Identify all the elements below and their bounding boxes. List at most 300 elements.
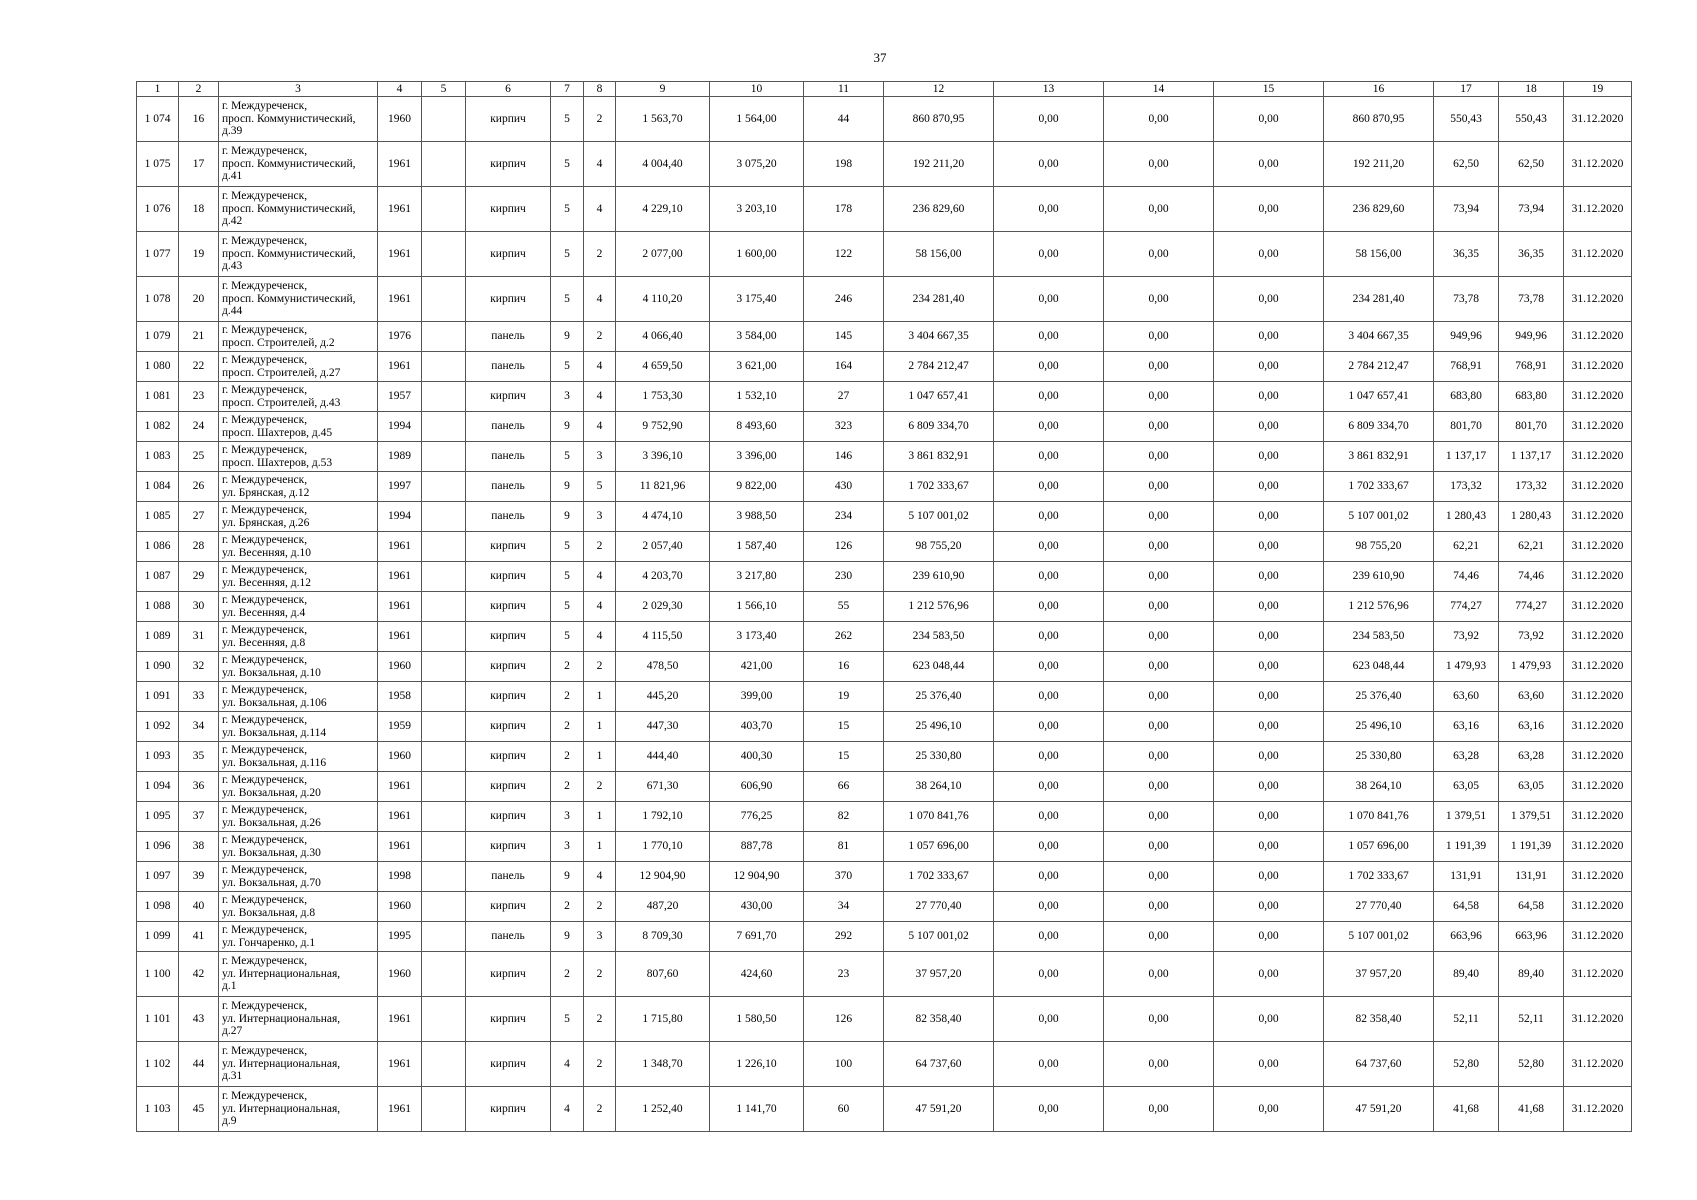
cell-col-18: 41,68 [1499,1087,1564,1132]
cell-col-10: 12 904,90 [710,862,804,892]
cell-col-6: кирпич [466,1087,551,1132]
cell-col-13: 0,00 [994,502,1104,532]
cell-col-17: 52,11 [1434,997,1499,1042]
address-line: ул. Вокзальная, д.30 [222,846,321,859]
cell-col-15: 0,00 [1214,352,1324,382]
cell-col-14: 0,00 [1104,1087,1214,1132]
cell-col-11: 178 [804,187,884,232]
cell-col-2: 36 [179,772,219,802]
cell-col-5 [422,442,466,472]
address-line: просп. Шахтеров, д.45 [222,426,333,439]
housing-register-table [136,81,1632,1132]
column-header-8: 8 [584,82,616,97]
cell-col-19: 31.12.2020 [1564,1042,1632,1087]
table-row [137,652,1632,682]
cell-col-7: 2 [551,952,584,997]
page-number: 37 [873,50,887,65]
cell-col-7: 5 [551,187,584,232]
cell-col-17: 41,68 [1434,1087,1499,1132]
address-line: д.41 [222,170,243,183]
cell-col-9: 4 004,40 [616,142,710,187]
cell-col-15: 0,00 [1214,232,1324,277]
cell-col-5 [422,922,466,952]
cell-col-16: 236 829,60 [1324,187,1434,232]
table-row [137,562,1632,592]
cell-col-11: 15 [804,712,884,742]
cell-col-10: 3 988,50 [710,502,804,532]
cell-col-19: 31.12.2020 [1564,97,1632,142]
column-header-4: 4 [378,82,422,97]
cell-col-1: 1 090 [137,652,179,682]
cell-col-7: 2 [551,682,584,712]
cell-col-8: 1 [584,682,616,712]
cell-col-19: 31.12.2020 [1564,502,1632,532]
cell-col-11: 198 [804,142,884,187]
address-line: д.43 [222,260,243,273]
cell-col-11: 430 [804,472,884,502]
cell-col-10: 3 075,20 [710,142,804,187]
cell-col-14: 0,00 [1104,382,1214,412]
cell-col-2: 43 [179,997,219,1042]
cell-col-15: 0,00 [1214,97,1324,142]
table-row [137,442,1632,472]
address-line: г. Междуреченск, [222,894,308,906]
cell-col-6: кирпич [466,532,551,562]
column-header-15: 15 [1214,82,1324,97]
address-cell [219,532,378,562]
table-row [137,277,1632,322]
table-row [137,682,1632,712]
cell-col-1: 1 103 [137,1087,179,1132]
cell-col-15: 0,00 [1214,682,1324,712]
cell-col-13: 0,00 [994,892,1104,922]
cell-col-9: 1 770,10 [616,832,710,862]
cell-col-6: кирпич [466,802,551,832]
address-line: г. Междуреченск, [222,1090,308,1103]
cell-col-10: 1 566,10 [710,592,804,622]
cell-col-1: 1 078 [137,277,179,322]
address-line: ул. Весенняя, д.10 [222,546,312,559]
cell-col-10: 3 584,00 [710,322,804,352]
cell-col-14: 0,00 [1104,532,1214,562]
cell-col-5 [422,232,466,277]
cell-col-6: кирпич [466,892,551,922]
cell-col-15: 0,00 [1214,952,1324,997]
cell-col-4: 1961 [378,232,422,277]
cell-col-2: 22 [179,352,219,382]
cell-col-11: 23 [804,952,884,997]
cell-col-14: 0,00 [1104,652,1214,682]
cell-col-8: 3 [584,502,616,532]
cell-col-12: 1 702 333,67 [884,472,994,502]
cell-col-6: кирпич [466,652,551,682]
cell-col-1: 1 077 [137,232,179,277]
cell-col-19: 31.12.2020 [1564,322,1632,352]
cell-col-17: 1 191,39 [1434,832,1499,862]
address-line: г. Междуреченск, [222,444,308,456]
cell-col-14: 0,00 [1104,322,1214,352]
cell-col-16: 1 702 333,67 [1324,862,1434,892]
cell-col-17: 36,35 [1434,232,1499,277]
address-line: г. Междуреченск, [222,235,308,248]
cell-col-14: 0,00 [1104,997,1214,1042]
cell-col-13: 0,00 [994,742,1104,772]
column-header-5: 5 [422,82,466,97]
cell-col-7: 3 [551,832,584,862]
cell-col-11: 81 [804,832,884,862]
cell-col-4: 1958 [378,682,422,712]
cell-col-19: 31.12.2020 [1564,232,1632,277]
cell-col-8: 4 [584,592,616,622]
cell-col-14: 0,00 [1104,682,1214,712]
column-header-18: 18 [1499,82,1564,97]
cell-col-16: 3 861 832,91 [1324,442,1434,472]
address-line: ул. Вокзальная, д.26 [222,816,321,829]
cell-col-8: 1 [584,832,616,862]
cell-col-13: 0,00 [994,1087,1104,1132]
cell-col-19: 31.12.2020 [1564,862,1632,892]
table-row [137,532,1632,562]
cell-col-2: 18 [179,187,219,232]
cell-col-1: 1 100 [137,952,179,997]
cell-col-6: кирпич [466,832,551,862]
cell-col-15: 0,00 [1214,922,1324,952]
cell-col-19: 31.12.2020 [1564,472,1632,502]
cell-col-13: 0,00 [994,532,1104,562]
cell-col-16: 98 755,20 [1324,532,1434,562]
cell-col-1: 1 082 [137,412,179,442]
address-line: ул. Брянская, д.26 [222,516,310,529]
cell-col-1: 1 084 [137,472,179,502]
cell-col-17: 73,92 [1434,622,1499,652]
cell-col-15: 0,00 [1214,187,1324,232]
cell-col-18: 73,94 [1499,187,1564,232]
cell-col-15: 0,00 [1214,742,1324,772]
cell-col-14: 0,00 [1104,472,1214,502]
cell-col-5 [422,652,466,682]
cell-col-7: 9 [551,412,584,442]
address-line: ул. Интернациональная, [222,967,341,980]
cell-col-12: 38 264,10 [884,772,994,802]
cell-col-8: 4 [584,187,616,232]
cell-col-12: 192 211,20 [884,142,994,187]
cell-col-18: 768,91 [1499,352,1564,382]
cell-col-2: 39 [179,862,219,892]
cell-col-13: 0,00 [994,802,1104,832]
cell-col-9: 1 753,30 [616,382,710,412]
cell-col-7: 3 [551,802,584,832]
cell-col-13: 0,00 [994,832,1104,862]
cell-col-18: 63,16 [1499,712,1564,742]
cell-col-1: 1 089 [137,622,179,652]
address-line: г. Междуреченск, [222,145,308,158]
cell-col-2: 16 [179,97,219,142]
address-cell [219,832,378,862]
address-cell [219,952,378,997]
cell-col-7: 9 [551,322,584,352]
cell-col-9: 4 474,10 [616,502,710,532]
cell-col-1: 1 093 [137,742,179,772]
cell-col-12: 37 957,20 [884,952,994,997]
cell-col-7: 5 [551,142,584,187]
table-row [137,922,1632,952]
cell-col-8: 4 [584,352,616,382]
address-line: ул. Вокзальная, д.116 [222,756,327,769]
cell-col-9: 3 396,10 [616,442,710,472]
cell-col-9: 1 563,70 [616,97,710,142]
cell-col-2: 32 [179,652,219,682]
address-cell [219,862,378,892]
table-row [137,892,1632,922]
cell-col-16: 234 583,50 [1324,622,1434,652]
cell-col-7: 4 [551,1087,584,1132]
cell-col-12: 58 156,00 [884,232,994,277]
cell-col-8: 4 [584,862,616,892]
address-line: д.39 [222,125,243,138]
address-line: просп. Строителей, д.27 [222,366,341,379]
cell-col-2: 30 [179,592,219,622]
cell-col-12: 239 610,90 [884,562,994,592]
cell-col-15: 0,00 [1214,502,1324,532]
address-line: ул. Весенняя, д.12 [222,576,312,589]
cell-col-7: 4 [551,1042,584,1087]
cell-col-6: панель [466,412,551,442]
address-cell [219,502,378,532]
cell-col-9: 478,50 [616,652,710,682]
cell-col-7: 5 [551,997,584,1042]
address-cell [219,1087,378,1132]
column-header-3: 3 [219,82,378,97]
address-line: просп. Коммунистический, [222,157,356,170]
cell-col-5 [422,532,466,562]
cell-col-14: 0,00 [1104,742,1214,772]
cell-col-10: 400,30 [710,742,804,772]
cell-col-7: 3 [551,382,584,412]
table-row [137,862,1632,892]
table-row [137,712,1632,742]
cell-col-4: 1961 [378,832,422,862]
address-line: г. Междуреченск, [222,1045,308,1058]
address-line: ул. Вокзальная, д.106 [222,696,327,709]
address-line: ул. Интернациональная, [222,1012,341,1025]
cell-col-19: 31.12.2020 [1564,442,1632,472]
cell-col-1: 1 074 [137,97,179,142]
cell-col-18: 52,11 [1499,997,1564,1042]
cell-col-5 [422,1087,466,1132]
cell-col-16: 5 107 001,02 [1324,502,1434,532]
cell-col-18: 63,05 [1499,772,1564,802]
cell-col-4: 1961 [378,622,422,652]
cell-col-8: 3 [584,442,616,472]
cell-col-19: 31.12.2020 [1564,997,1632,1042]
address-cell [219,97,378,142]
address-cell [219,682,378,712]
table-row [137,952,1632,997]
cell-col-18: 1 379,51 [1499,802,1564,832]
cell-col-4: 1998 [378,862,422,892]
column-number-row [137,82,1632,97]
cell-col-17: 74,46 [1434,562,1499,592]
cell-col-17: 1 479,93 [1434,652,1499,682]
cell-col-10: 1 564,00 [710,97,804,142]
address-line: г. Междуреченск, [222,864,308,876]
cell-col-16: 234 281,40 [1324,277,1434,322]
table-row [137,232,1632,277]
cell-col-9: 9 752,90 [616,412,710,442]
cell-col-14: 0,00 [1104,952,1214,997]
address-cell [219,997,378,1042]
address-line: г. Междуреченск, [222,474,308,486]
cell-col-4: 1994 [378,502,422,532]
cell-col-18: 36,35 [1499,232,1564,277]
cell-col-11: 100 [804,1042,884,1087]
cell-col-13: 0,00 [994,187,1104,232]
cell-col-2: 28 [179,532,219,562]
cell-col-11: 19 [804,682,884,712]
cell-col-14: 0,00 [1104,892,1214,922]
table-row [137,1087,1632,1132]
cell-col-5 [422,862,466,892]
cell-col-8: 4 [584,142,616,187]
cell-col-4: 1995 [378,922,422,952]
cell-col-13: 0,00 [994,442,1104,472]
address-line: г. Междуреченск, [222,534,308,546]
cell-col-15: 0,00 [1214,997,1324,1042]
cell-col-6: панель [466,322,551,352]
table-row [137,472,1632,502]
cell-col-12: 5 107 001,02 [884,922,994,952]
cell-col-5 [422,1042,466,1087]
address-line: просп. Коммунистический, [222,202,356,215]
cell-col-14: 0,00 [1104,1042,1214,1087]
cell-col-8: 4 [584,562,616,592]
cell-col-5 [422,472,466,502]
cell-col-15: 0,00 [1214,277,1324,322]
cell-col-14: 0,00 [1104,802,1214,832]
address-line: г. Междуреченск, [222,324,308,336]
cell-col-16: 82 358,40 [1324,997,1434,1042]
cell-col-17: 63,05 [1434,772,1499,802]
cell-col-19: 31.12.2020 [1564,1087,1632,1132]
cell-col-19: 31.12.2020 [1564,682,1632,712]
cell-col-10: 3 621,00 [710,352,804,382]
cell-col-16: 1 212 576,96 [1324,592,1434,622]
cell-col-15: 0,00 [1214,802,1324,832]
cell-col-1: 1 080 [137,352,179,382]
address-cell [219,1042,378,1087]
cell-col-19: 31.12.2020 [1564,712,1632,742]
column-header-13: 13 [994,82,1104,97]
table-row [137,622,1632,652]
table-row [137,592,1632,622]
cell-col-7: 9 [551,472,584,502]
address-line: г. Междуреченск, [222,774,308,786]
cell-col-12: 5 107 001,02 [884,502,994,532]
address-line: г. Междуреченск, [222,354,308,366]
address-line: д.42 [222,215,243,228]
cell-col-5 [422,277,466,322]
cell-col-8: 4 [584,412,616,442]
address-line: г. Междуреченск, [222,624,308,636]
cell-col-5 [422,952,466,997]
cell-col-9: 2 029,30 [616,592,710,622]
cell-col-18: 73,92 [1499,622,1564,652]
cell-col-8: 3 [584,922,616,952]
cell-col-16: 6 809 334,70 [1324,412,1434,442]
cell-col-12: 6 809 334,70 [884,412,994,442]
cell-col-13: 0,00 [994,922,1104,952]
cell-col-7: 5 [551,532,584,562]
cell-col-14: 0,00 [1104,862,1214,892]
cell-col-9: 1 715,80 [616,997,710,1042]
cell-col-6: кирпич [466,682,551,712]
cell-col-8: 2 [584,1042,616,1087]
address-line: г. Междуреченск, [222,834,308,846]
cell-col-10: 3 173,40 [710,622,804,652]
cell-col-10: 1 141,70 [710,1087,804,1132]
cell-col-5 [422,622,466,652]
cell-col-18: 63,28 [1499,742,1564,772]
address-cell [219,652,378,682]
address-cell [219,622,378,652]
cell-col-10: 9 822,00 [710,472,804,502]
cell-col-1: 1 095 [137,802,179,832]
address-line: ул. Интернациональная, [222,1102,341,1115]
cell-col-6: кирпич [466,592,551,622]
cell-col-18: 73,78 [1499,277,1564,322]
cell-col-13: 0,00 [994,562,1104,592]
cell-col-11: 292 [804,922,884,952]
address-line: ул. Весенняя, д.8 [222,636,306,649]
cell-col-13: 0,00 [994,952,1104,997]
address-cell [219,922,378,952]
cell-col-6: кирпич [466,277,551,322]
column-header-10: 10 [710,82,804,97]
cell-col-10: 403,70 [710,712,804,742]
cell-col-11: 230 [804,562,884,592]
cell-col-6: панель [466,922,551,952]
address-line: г. Междуреченск, [222,684,308,696]
cell-col-19: 31.12.2020 [1564,892,1632,922]
cell-col-18: 550,43 [1499,97,1564,142]
cell-col-16: 38 264,10 [1324,772,1434,802]
cell-col-16: 3 404 667,35 [1324,322,1434,352]
cell-col-18: 131,91 [1499,862,1564,892]
cell-col-15: 0,00 [1214,892,1324,922]
cell-col-2: 21 [179,322,219,352]
cell-col-12: 234 281,40 [884,277,994,322]
cell-col-5 [422,412,466,442]
cell-col-13: 0,00 [994,1042,1104,1087]
cell-col-2: 24 [179,412,219,442]
cell-col-10: 1 580,50 [710,997,804,1042]
address-cell [219,142,378,187]
cell-col-13: 0,00 [994,352,1104,382]
cell-col-13: 0,00 [994,622,1104,652]
cell-col-4: 1961 [378,277,422,322]
cell-col-9: 2 077,00 [616,232,710,277]
cell-col-9: 445,20 [616,682,710,712]
cell-col-18: 173,32 [1499,472,1564,502]
cell-col-7: 5 [551,622,584,652]
cell-col-7: 5 [551,277,584,322]
cell-col-7: 9 [551,862,584,892]
cell-col-6: кирпич [466,622,551,652]
address-line: г. Междуреченск, [222,384,308,396]
cell-col-9: 807,60 [616,952,710,997]
cell-col-13: 0,00 [994,997,1104,1042]
cell-col-19: 31.12.2020 [1564,412,1632,442]
